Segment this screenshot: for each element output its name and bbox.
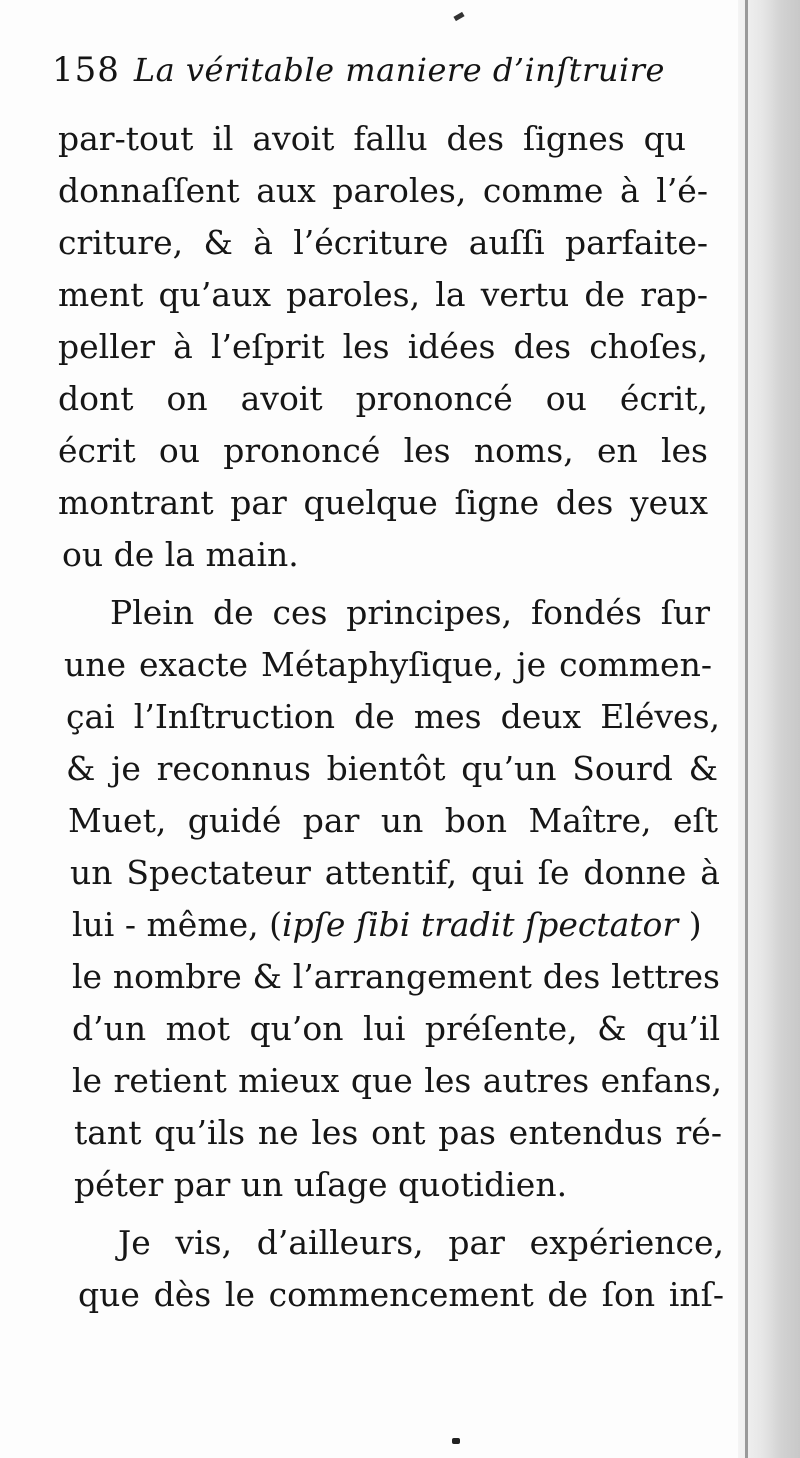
text-line: tant qu’ils ne les ont pas entendus ré- — [74, 1113, 722, 1152]
text-line: un Spectateur attentif, qui ſe donne à — [70, 853, 720, 892]
text-line: Je vis, d’ailleurs, par expérience, — [118, 1223, 724, 1262]
ink-speck — [452, 1438, 460, 1444]
text-line: le nombre & l’arrangement des lettres — [72, 957, 720, 996]
text-line: le retient mieux que les autres enfans, — [72, 1061, 722, 1100]
text-line: ment qu’aux paroles, la vertu de rap- — [58, 275, 708, 314]
text-line: par-tout il avoit fallu des ſignes qu — [58, 119, 686, 158]
latin-quote: ipſe ſibi tradit ſpectator — [282, 905, 679, 944]
text-line: que dès le commencement de ſon inſ- — [78, 1275, 724, 1314]
text-line: d’un mot qu’on lui préſente, & qu’il — [72, 1009, 720, 1048]
text-line — [72, 902, 718, 948]
text-line: peller à l’eſprit les idées des choſes, — [58, 327, 708, 366]
text-line: Muet, guidé par un bon Maître, eſt — [68, 801, 718, 840]
text-line: montrant par quelque ſigne des yeux — [58, 483, 708, 522]
text-line: criture, & à l’écriture auſſi parfaite- — [58, 223, 708, 262]
text-line: dont on avoit prononcé ou écrit, — [58, 379, 708, 418]
text-line: donnaſſent aux paroles, comme à l’é- — [58, 171, 708, 210]
page-edge — [745, 0, 748, 1458]
text-line-start: lui - même, ( — [72, 905, 282, 944]
text-line: ou de la main. — [62, 535, 299, 574]
text-line: péter par un uſage quotidien. — [74, 1165, 568, 1204]
text-line: écrit ou prononcé les noms, en les — [58, 431, 708, 470]
text-line: & je reconnus bientôt qu’un Sourd & — [66, 749, 718, 788]
page-number: 158 — [52, 50, 120, 90]
text-line: çai l’Inſtruction de mes deux Eléves, — [66, 697, 720, 736]
text-line: une exacte Métaphyſique, je commen- — [64, 645, 712, 684]
running-title: La véritable maniere d’inſtruire — [133, 51, 665, 89]
text-line: Plein de ces principes, fondés ſur — [110, 593, 710, 632]
latin-quote-close: ) — [688, 905, 702, 944]
page-header — [52, 50, 692, 100]
